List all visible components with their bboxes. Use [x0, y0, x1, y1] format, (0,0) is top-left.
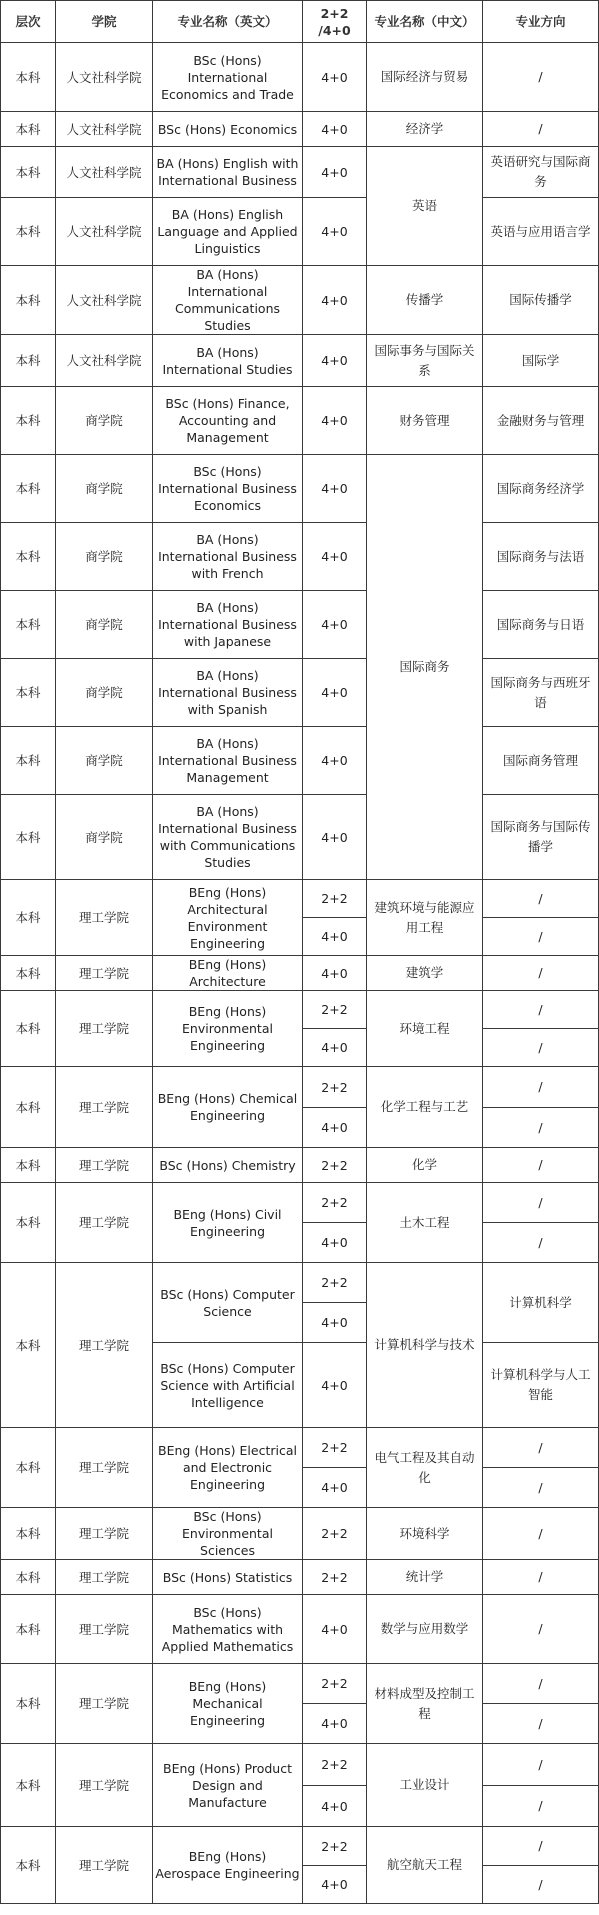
cell-mode: 2+2	[303, 1560, 367, 1595]
cell-mode: 4+0	[303, 1704, 367, 1744]
cell-name-en: BA (Hons) International Studies	[153, 335, 303, 387]
table-row	[1, 43, 599, 112]
cell-mode: 4+0	[303, 956, 367, 991]
cell-college: 人文社科学院	[56, 266, 153, 335]
table-row	[1, 1428, 599, 1468]
cell-direction: /	[483, 956, 599, 991]
header-direction: 专业方向	[483, 1, 599, 43]
cell-direction: /	[483, 1508, 599, 1560]
cell-name-en: BSc (Hons) Computer Science	[153, 1263, 303, 1343]
cell-level: 本科	[1, 1560, 56, 1595]
cell-direction: 国际商务与日语	[483, 591, 599, 659]
table-row	[1, 1744, 599, 1786]
cell-mode: 4+0	[303, 1223, 367, 1263]
cell-name-en: BSc (Hons) Chemistry	[153, 1148, 303, 1183]
table-row	[1, 727, 599, 795]
cell-mode: 4+0	[303, 1303, 367, 1343]
table-row	[1, 1263, 599, 1303]
cell-direction: /	[483, 1108, 599, 1148]
table-row	[1, 1595, 599, 1664]
cell-mode: 2+2	[303, 880, 367, 918]
cell-college: 理工学院	[56, 956, 153, 991]
cell-college: 理工学院	[56, 1560, 153, 1595]
table-row	[1, 659, 599, 727]
cell-level: 本科	[1, 1595, 56, 1664]
cell-direction: 金融财务与管理	[483, 387, 599, 455]
cell-level: 本科	[1, 1827, 56, 1904]
cell-name-en: BA (Hons) International Business with French	[153, 523, 303, 591]
cell-direction: 国际商务经济学	[483, 455, 599, 523]
header-row	[1, 1, 599, 43]
cell-direction: /	[483, 918, 599, 956]
cell-name-en: BSc (Hons) International Economics and Trade	[153, 43, 303, 112]
cell-name-en: BEng (Hons) Environmental Engineering	[153, 991, 303, 1067]
cell-name-cn: 工业设计	[367, 1744, 483, 1827]
table-row	[1, 991, 599, 1029]
cell-name-en: BEng (Hons) Mechanical Engineering	[153, 1664, 303, 1744]
cell-name-cn: 国际商务	[367, 455, 483, 880]
cell-direction: 计算机科学	[483, 1263, 599, 1343]
cell-level: 本科	[1, 1508, 56, 1560]
table-row	[1, 455, 599, 523]
cell-direction: /	[483, 1560, 599, 1595]
cell-direction: /	[483, 43, 599, 112]
cell-mode: 2+2	[303, 1827, 367, 1866]
cell-direction: 国际商务与西班牙语	[483, 659, 599, 727]
cell-direction: /	[483, 1067, 599, 1108]
cell-level: 本科	[1, 335, 56, 387]
cell-name-en: BA (Hons) International Business with Japanese	[153, 591, 303, 659]
cell-mode: 4+0	[303, 198, 367, 266]
table-row	[1, 387, 599, 455]
cell-level: 本科	[1, 1148, 56, 1183]
header-name-cn: 专业名称（中文）	[367, 1, 483, 43]
table-row	[1, 1067, 599, 1108]
cell-name-cn: 计算机科学与技术	[367, 1263, 483, 1428]
cell-level: 本科	[1, 455, 56, 523]
cell-name-en: BA (Hons) International Business Management	[153, 727, 303, 795]
cell-direction: 国际学	[483, 335, 599, 387]
cell-college: 理工学院	[56, 1508, 153, 1560]
table-row	[1, 795, 599, 880]
cell-direction: /	[483, 1704, 599, 1744]
header-mode: 2+2 /4+0	[303, 1, 367, 43]
cell-direction: 国际商务与国际传播学	[483, 795, 599, 880]
cell-name-cn: 电气工程及其自动化	[367, 1428, 483, 1508]
cell-college: 人文社科学院	[56, 198, 153, 266]
table-row	[1, 1183, 599, 1223]
cell-name-en: BSc (Hons) Environmental Sciences	[153, 1508, 303, 1560]
cell-name-cn: 土木工程	[367, 1183, 483, 1263]
cell-college: 商学院	[56, 795, 153, 880]
cell-direction: 计算机科学与人工智能	[483, 1343, 599, 1428]
cell-college: 理工学院	[56, 1428, 153, 1508]
cell-mode: 2+2	[303, 1744, 367, 1786]
cell-level: 本科	[1, 591, 56, 659]
cell-level: 本科	[1, 112, 56, 147]
cell-name-cn: 统计学	[367, 1560, 483, 1595]
cell-mode: 2+2	[303, 1428, 367, 1468]
cell-direction: /	[483, 1866, 599, 1904]
table-row	[1, 523, 599, 591]
cell-name-en: BA (Hons) English with International Business	[153, 147, 303, 198]
cell-direction: 国际商务与法语	[483, 523, 599, 591]
cell-level: 本科	[1, 1428, 56, 1508]
cell-mode: 4+0	[303, 112, 367, 147]
table-row	[1, 880, 599, 918]
cell-mode: 2+2	[303, 1148, 367, 1183]
cell-mode: 4+0	[303, 1029, 367, 1067]
cell-direction: /	[483, 112, 599, 147]
cell-name-cn: 航空航天工程	[367, 1827, 483, 1904]
cell-mode: 2+2	[303, 1263, 367, 1303]
cell-level: 本科	[1, 1067, 56, 1148]
cell-direction: /	[483, 1428, 599, 1468]
table-row	[1, 1827, 599, 1866]
cell-name-en: BEng (Hons) Product Design and Manufacture	[153, 1744, 303, 1827]
cell-name-en: BEng (Hons) Civil Engineering	[153, 1183, 303, 1263]
cell-name-cn: 化学	[367, 1148, 483, 1183]
cell-level: 本科	[1, 659, 56, 727]
cell-college: 商学院	[56, 591, 153, 659]
cell-mode: 4+0	[303, 918, 367, 956]
cell-mode: 4+0	[303, 1866, 367, 1904]
cell-name-en: BSc (Hons) International Business Economics	[153, 455, 303, 523]
cell-mode: 4+0	[303, 1786, 367, 1827]
cell-college: 人文社科学院	[56, 147, 153, 198]
cell-college: 理工学院	[56, 880, 153, 956]
header-college: 学院	[56, 1, 153, 43]
cell-mode: 4+0	[303, 455, 367, 523]
cell-name-en: BEng (Hons) Electrical and Electronic Engineering	[153, 1428, 303, 1508]
table-row	[1, 112, 599, 147]
cell-level: 本科	[1, 1744, 56, 1827]
table-row	[1, 1560, 599, 1595]
cell-mode: 4+0	[303, 727, 367, 795]
cell-name-en: BEng (Hons) Chemical Engineering	[153, 1067, 303, 1148]
cell-direction: /	[483, 1744, 599, 1786]
cell-level: 本科	[1, 795, 56, 880]
cell-direction: /	[483, 880, 599, 918]
cell-direction: /	[483, 1223, 599, 1263]
table-row	[1, 266, 599, 335]
cell-college: 理工学院	[56, 1263, 153, 1428]
cell-college: 理工学院	[56, 991, 153, 1067]
cell-college: 商学院	[56, 523, 153, 591]
cell-level: 本科	[1, 1183, 56, 1263]
cell-name-cn: 环境工程	[367, 991, 483, 1067]
cell-name-en: BEng (Hons) Aerospace Engineering	[153, 1827, 303, 1904]
cell-level: 本科	[1, 387, 56, 455]
cell-level: 本科	[1, 991, 56, 1067]
cell-direction: 英语与应用语言学	[483, 198, 599, 266]
cell-level: 本科	[1, 1664, 56, 1744]
cell-name-en: BSc (Hons) Statistics	[153, 1560, 303, 1595]
cell-name-cn: 经济学	[367, 112, 483, 147]
cell-mode: 4+0	[303, 1108, 367, 1148]
table-row	[1, 591, 599, 659]
cell-name-en: BSc (Hons) Finance, Accounting and Management	[153, 387, 303, 455]
cell-name-en: BA (Hons) International Business with Spanish	[153, 659, 303, 727]
cell-mode: 4+0	[303, 795, 367, 880]
cell-level: 本科	[1, 1263, 56, 1428]
cell-mode: 4+0	[303, 387, 367, 455]
cell-mode: 2+2	[303, 1067, 367, 1108]
cell-college: 理工学院	[56, 1664, 153, 1744]
cell-level: 本科	[1, 727, 56, 795]
table-row	[1, 335, 599, 387]
cell-mode: 4+0	[303, 591, 367, 659]
cell-college: 商学院	[56, 659, 153, 727]
cell-direction: 英语研究与国际商务	[483, 147, 599, 198]
cell-mode: 4+0	[303, 1468, 367, 1508]
cell-college: 理工学院	[56, 1067, 153, 1148]
cell-name-en: BSc (Hons) Computer Science with Artificial Intelligence	[153, 1343, 303, 1428]
header-name-en: 专业名称（英文）	[153, 1, 303, 43]
cell-name-en: BEng (Hons) Architectural Environment Engineering	[153, 880, 303, 956]
cell-college: 人文社科学院	[56, 112, 153, 147]
cell-mode: 4+0	[303, 523, 367, 591]
cell-name-cn: 国际经济与贸易	[367, 43, 483, 112]
cell-college: 商学院	[56, 387, 153, 455]
table-row	[1, 147, 599, 198]
cell-name-cn: 数学与应用数学	[367, 1595, 483, 1664]
cell-name-cn: 环境科学	[367, 1508, 483, 1560]
cell-name-cn: 建筑学	[367, 956, 483, 991]
cell-level: 本科	[1, 956, 56, 991]
table-row	[1, 198, 599, 266]
cell-name-cn: 财务管理	[367, 387, 483, 455]
cell-direction: /	[483, 991, 599, 1029]
cell-name-cn: 英语	[367, 147, 483, 266]
table-row	[1, 956, 599, 991]
cell-mode: 2+2	[303, 1508, 367, 1560]
cell-mode: 4+0	[303, 659, 367, 727]
cell-college: 理工学院	[56, 1595, 153, 1664]
cell-level: 本科	[1, 266, 56, 335]
cell-name-en: BA (Hons) English Language and Applied Linguistics	[153, 198, 303, 266]
cell-mode: 4+0	[303, 147, 367, 198]
cell-mode: 4+0	[303, 1343, 367, 1428]
cell-direction: /	[483, 1468, 599, 1508]
cell-mode: 4+0	[303, 335, 367, 387]
cell-name-en: BSc (Hons) Economics	[153, 112, 303, 147]
cell-name-cn: 国际事务与国际关系	[367, 335, 483, 387]
cell-college: 理工学院	[56, 1744, 153, 1827]
cell-name-cn: 建筑环境与能源应用工程	[367, 880, 483, 956]
header-level: 层次	[1, 1, 56, 43]
cell-mode: 2+2	[303, 1183, 367, 1223]
cell-name-cn: 传播学	[367, 266, 483, 335]
cell-direction: /	[483, 1595, 599, 1664]
cell-direction: /	[483, 1664, 599, 1704]
cell-college: 理工学院	[56, 1827, 153, 1904]
cell-name-cn: 化学工程与工艺	[367, 1067, 483, 1148]
cell-level: 本科	[1, 147, 56, 198]
cell-name-en: BA (Hons) International Communications Studies	[153, 266, 303, 335]
table-row	[1, 1508, 599, 1560]
cell-mode: 4+0	[303, 1595, 367, 1664]
cell-direction: /	[483, 1029, 599, 1067]
cell-direction: 国际商务管理	[483, 727, 599, 795]
cell-name-en: BA (Hons) International Business with Communications Studies	[153, 795, 303, 880]
cell-level: 本科	[1, 523, 56, 591]
cell-college: 人文社科学院	[56, 43, 153, 112]
cell-level: 本科	[1, 880, 56, 956]
cell-level: 本科	[1, 43, 56, 112]
cell-mode: 4+0	[303, 43, 367, 112]
cell-college: 商学院	[56, 455, 153, 523]
cell-direction: /	[483, 1827, 599, 1866]
cell-mode: 2+2	[303, 1664, 367, 1704]
cell-direction: /	[483, 1183, 599, 1223]
cell-college: 理工学院	[56, 1183, 153, 1263]
cell-name-cn: 材料成型及控制工程	[367, 1664, 483, 1744]
table-row	[1, 1148, 599, 1183]
cell-name-en: BSc (Hons) Mathematics with Applied Mathematics	[153, 1595, 303, 1664]
cell-name-en: BEng (Hons) Architecture	[153, 956, 303, 991]
cell-college: 商学院	[56, 727, 153, 795]
cell-direction: /	[483, 1786, 599, 1827]
cell-mode: 2+2	[303, 991, 367, 1029]
cell-level: 本科	[1, 198, 56, 266]
cell-college: 人文社科学院	[56, 335, 153, 387]
cell-direction: 国际传播学	[483, 266, 599, 335]
cell-mode: 4+0	[303, 266, 367, 335]
cell-college: 理工学院	[56, 1148, 153, 1183]
cell-direction: /	[483, 1148, 599, 1183]
table-row	[1, 1664, 599, 1704]
